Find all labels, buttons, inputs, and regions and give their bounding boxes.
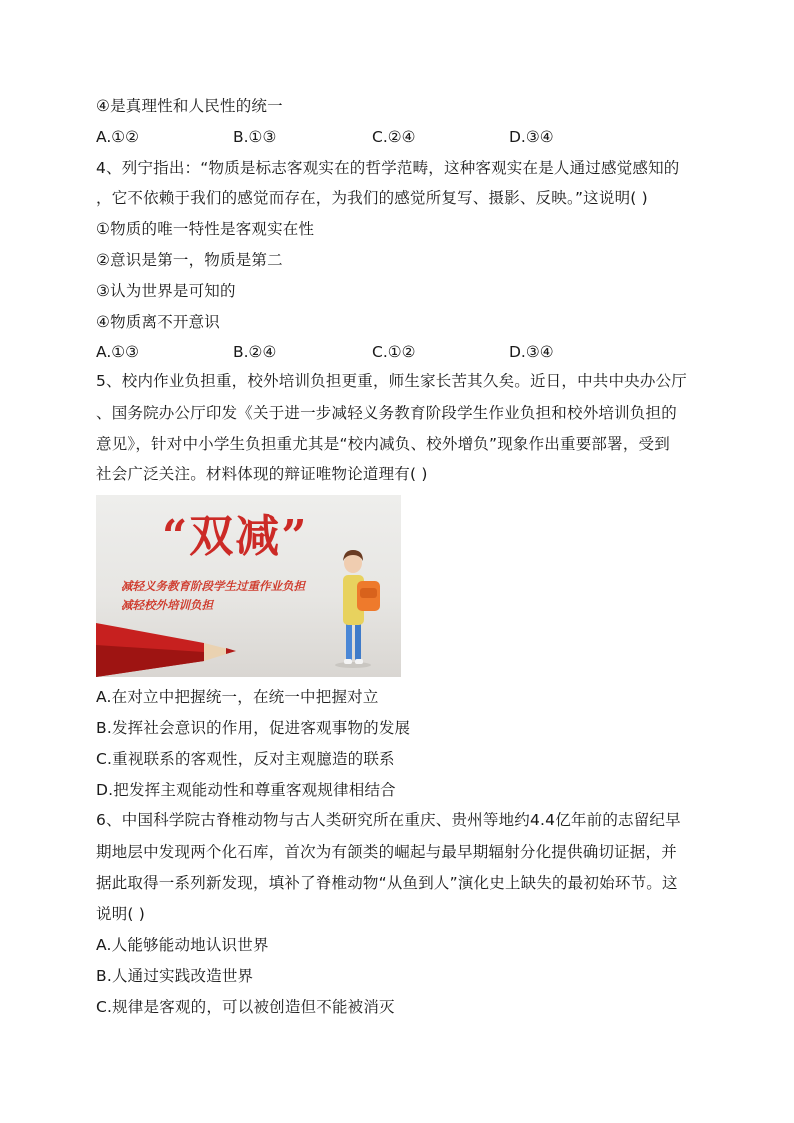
q5-stem-line-3: 意见》，针对中小学生负担重尤其是“校内减负、校外增负”现象作出重要部署，受到 <box>96 435 670 453</box>
q4-option-d: D.③④ <box>509 343 554 361</box>
q5-stem-line-4: 社会广泛关注。材料体现的辩证唯物论道理有( ) <box>96 465 428 483</box>
q6-option-b: B.人通过实践改造世界 <box>96 967 254 985</box>
q4-option-a: A.①③ <box>96 343 140 361</box>
q3-option-d: D.③④ <box>509 128 554 146</box>
q5-option-d: D.把发挥主观能动性和尊重客观规律相结合 <box>96 781 396 799</box>
q6-stem-line-3: 据此取得一系列新发现，填补了脊椎动物“从鱼到人”演化史上缺失的最初始环节。这 <box>96 874 678 892</box>
q4-item-1: ①物质的唯一特性是客观实在性 <box>96 220 315 238</box>
q4-stem-line-1: 4、列宁指出：“物质是标志客观实在的哲学范畴，这种客观实在是人通过感觉感知的 <box>96 159 680 177</box>
pencil-and-student-illustration <box>96 495 401 677</box>
q5-stem-line-2: 、国务院办公厅印发《关于进一步减轻义务教育阶段学生作业负担和校外培训负担的 <box>96 404 677 422</box>
q6-stem-line-4: 说明( ) <box>96 905 146 923</box>
q6-option-c: C.规律是客观的，可以被创造但不能被消灭 <box>96 998 395 1016</box>
q4-item-3: ③认为世界是可知的 <box>96 282 236 300</box>
q4-item-4: ④物质离不开意识 <box>96 313 220 331</box>
q4-item-2: ②意识是第一，物质是第二 <box>96 251 283 269</box>
q6-stem-line-2: 期地层中发现两个化石库，首次为有颌类的崛起与最早期辐射分化提供确切证据，并 <box>96 843 677 861</box>
q5-option-a: A.在对立中把握统一，在统一中把握对立 <box>96 688 379 706</box>
image-title: “双减” <box>162 511 309 562</box>
q3-options <box>96 126 716 148</box>
q3-option-b: B.①③ <box>233 128 277 146</box>
q5-stem-line-1: 5、校内作业负担重，校外培训负担更重，师生家长苦其久矣。近日，中共中央办公厅 <box>96 372 687 390</box>
q3-item-4: ④是真理性和人民性的统一 <box>96 97 283 115</box>
q5-option-c: C.重视联系的客观性，反对主观臆造的联系 <box>96 750 395 768</box>
q3-option-c: C.②④ <box>372 128 416 146</box>
q4-options <box>96 341 716 363</box>
q4-option-b: B.②④ <box>233 343 277 361</box>
image-subtitle-1: 减轻义务教育阶段学生过重作业负担 <box>121 579 305 593</box>
q4-stem-line-2: ，它不依赖于我们的感觉而存在，为我们的感觉所复写、摄影、反映。”这说明( ) <box>96 189 648 207</box>
q6-option-a: A.人能够能动地认识世界 <box>96 936 269 954</box>
double-reduction-image <box>96 495 401 677</box>
student-figurine-icon <box>335 550 380 668</box>
q6-stem-line-1: 6、中国科学院古脊椎动物与古人类研究所在重庆、贵州等地约4.4亿年前的志留纪早 <box>96 811 681 829</box>
pencil-icon <box>96 623 236 677</box>
q4-option-c: C.①② <box>372 343 416 361</box>
image-subtitle-2: 减轻校外培训负担 <box>121 598 213 612</box>
q5-option-b: B.发挥社会意识的作用，促进客观事物的发展 <box>96 719 411 737</box>
q3-option-a: A.①② <box>96 128 140 146</box>
